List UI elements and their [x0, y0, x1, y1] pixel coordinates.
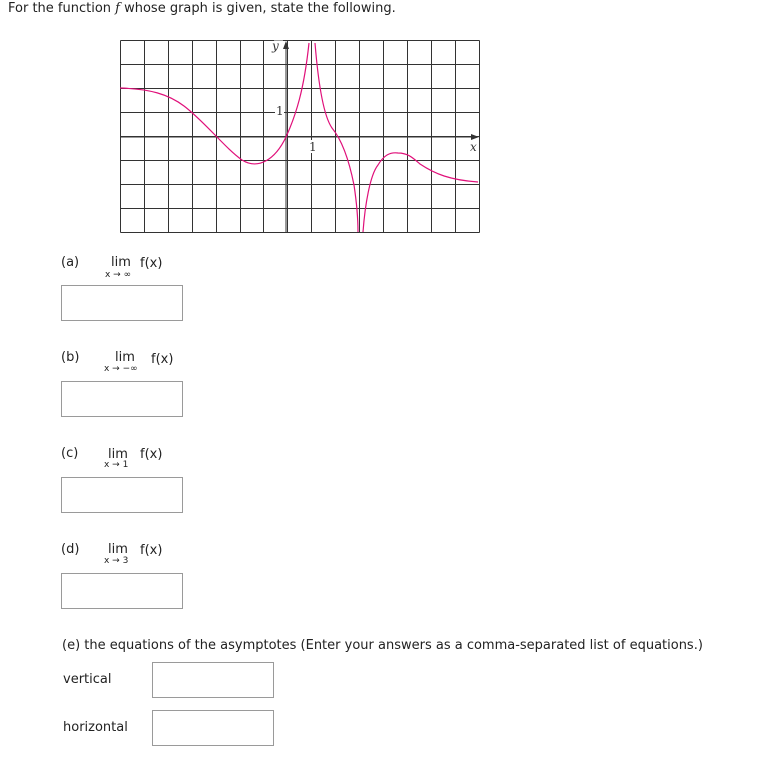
part-a-lim: lim — [111, 255, 131, 270]
part-c-label: (c) — [61, 446, 79, 461]
part-c-function: f(x) — [140, 447, 163, 462]
prompt-text-start: For the function — [8, 1, 116, 16]
part-a-limit-subscript: x → ∞ — [105, 270, 132, 280]
part-d-function: f(x) — [140, 543, 163, 558]
part-d-label: (d) — [61, 542, 80, 557]
part-b-answer-input[interactable] — [61, 381, 183, 417]
part-c-answer-input[interactable] — [61, 477, 183, 513]
prompt-function-name: f — [115, 1, 120, 16]
problem-prompt — [8, 1, 396, 16]
y-axis-label: y — [272, 40, 279, 53]
vertical-asymptote-input[interactable] — [152, 662, 274, 698]
horizontal-asymptote-input[interactable] — [152, 710, 274, 746]
part-b-lim: lim — [115, 350, 135, 365]
part-a-label: (a) — [61, 255, 80, 270]
function-graph — [120, 40, 480, 233]
part-b-function: f(x) — [151, 352, 174, 367]
y-tick-label: 1 — [276, 104, 284, 118]
x-axis-label: x — [470, 140, 477, 154]
curve-right-branch — [363, 153, 478, 232]
part-d-limit-subscript: x → 3 — [104, 556, 129, 566]
part-e-prompt: (e) the equations of the asymptotes (Enter your answers as a comma-separated list of equations.) — [62, 638, 703, 653]
part-b-limit-subscript: x → −∞ — [104, 364, 138, 374]
horizontal-label: horizontal — [63, 720, 128, 735]
part-b-label: (b) — [61, 350, 80, 365]
part-d-lim: lim — [108, 542, 128, 557]
x-tick-label: 1 — [309, 140, 317, 154]
part-c-lim: lim — [108, 447, 128, 462]
vertical-label: vertical — [63, 672, 112, 687]
part-a-function: f(x) — [140, 256, 163, 271]
y-axis-arrow — [283, 41, 289, 49]
part-c-limit-subscript: x → 1 — [104, 460, 129, 470]
part-d-answer-input[interactable] — [61, 573, 183, 609]
prompt-text-end: whose graph is given, state the following. — [119, 1, 396, 16]
part-a-answer-input[interactable] — [61, 285, 183, 321]
